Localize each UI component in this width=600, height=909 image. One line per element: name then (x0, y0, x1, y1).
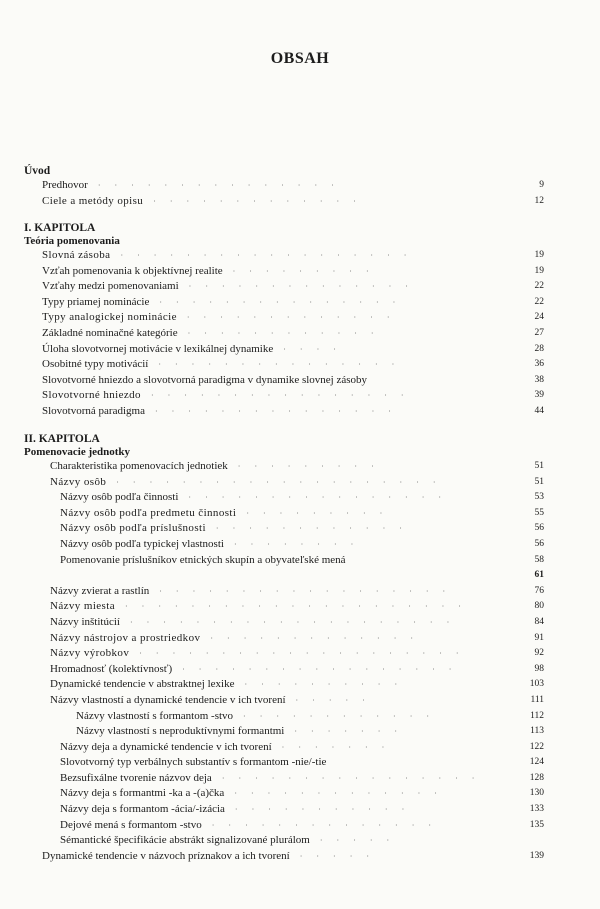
section-kapitola-2 (24, 433, 544, 864)
toc-entry: Sémantické špecifikácie abstrákt signalizované plurálom · · · · · (60, 834, 396, 847)
toc-entry: Vzťahy medzi pomenovaniami · · · · · · · · · · · · · · 22 (42, 280, 544, 293)
toc-entry: Typy analogickej nominácie · · · · · · · · · · · · · 24 (42, 311, 544, 324)
toc-entry: Pomenovanie príslušníkov etnických skupín a obyvateľské mená 58 (60, 553, 544, 566)
toc-entry: Dynamické tendencie v názvoch príznakov a ich tvorení · · · · · 139 (42, 849, 544, 862)
toc-entry: Osobitné typy motivácií · · · · · · · · · · · · · · · 36 (42, 358, 544, 371)
section-uvod (24, 165, 544, 209)
toc-entry: Dynamické tendencie v abstraktnej lexike · · · · · · · · · · 103 (50, 678, 544, 691)
toc-entry: Názvy miesta · · · · · · · · · · · · · · · · · · · · · 80 (50, 600, 544, 613)
toc-entry: Názvy zvierat a rastlín · · · · · · · · · · · · · · · · · · 76 (50, 584, 544, 597)
toc-entry: Slovná zásoba · · · · · · · · · · · · · · · · · · 19 (42, 249, 544, 261)
chapter-subheading: Teória pomenovania (24, 235, 120, 247)
toc-entry: Názvy osôb podľa typickej vlastnosti · · · · · · · · 56 (60, 537, 544, 550)
page-title: OBSAH (270, 50, 330, 67)
toc-entry: Typy priamej nominácie · · · · · · · · · · · · · · · 22 (42, 295, 544, 308)
toc-entry: Názvy osôb · · · · · · · · · · · · · · · · · · · · 51 (50, 475, 544, 488)
page-number: 9 (539, 180, 544, 190)
toc-entry: Názvy vlastností a dynamické tendencie v ich tvorení · · · · · 111 (50, 693, 544, 706)
toc-entry: Názvy deja s formantmi -ka a -(a)čka · · · · · · · · · · · · · 130 (60, 787, 544, 800)
toc-entry: Slovotvorný typ verbálnych substantív s formantom -nie/-tie 124 (60, 756, 544, 769)
chapter-heading: I. KAPITOLA (24, 222, 96, 234)
toc-entry: Názvy osôb podľa príslušnosti · · · · · · · · · · · · 56 (60, 522, 544, 535)
toc-entry: Názvy vlastností s formantom -stvo · · · · · · · · · · · · 112 (76, 709, 544, 722)
toc-entry: Predhovor · · · · · · · · · · · · · · · 9 (24, 178, 544, 194)
toc-entry: Slovotvorné hniezdo a slovotvorná paradigma v dynamike slovnej zásoby 38 (42, 373, 544, 386)
toc-entry: 61 (534, 570, 544, 581)
page-number: 12 (534, 195, 544, 206)
toc-entry: Charakteristika pomenovacích jednotiek · · · · · · · · · 51 (50, 460, 544, 472)
toc-entry: Slovotvorné hniezdo · · · · · · · · · · · · · · · · 39 (42, 389, 544, 402)
toc-entry: Názvy deja s formantom -ácia/-izácia · · · · · · · · · · · 133 (60, 803, 544, 816)
toc-entry: Názvy vlastností s neproduktívnymi formantmi · · · · · · · 113 (76, 725, 544, 738)
toc-entry: Bezsufixálne tvorenie názvov deja · · · · · · · · · · · · · · · · 128 (60, 771, 544, 784)
toc-entry: Názvy nástrojov a prostriedkov · · · · · · · · · · · · · 91 (50, 631, 544, 644)
toc-entry: Hromadnosť (kolektívnosť) · · · · · · · · · · · · · · · · · 98 (50, 662, 544, 675)
chapter-subheading: Pomenovacie jednotky (24, 446, 131, 458)
toc-entry: Úloha slovotvornej motivácie v lexikálnej dynamike · · · · 28 (42, 342, 544, 355)
section-kapitola-1 (24, 222, 544, 420)
toc-entry: Názvy výrobkov · · · · · · · · · · · · · · · · · · · · 92 (50, 647, 544, 660)
toc-entry: Vzťah pomenovania k objektívnej realite · · · · · · · · · 19 (42, 264, 544, 277)
toc-entry: Slovotvorná paradigma · · · · · · · · · · · · · · · 44 (42, 404, 544, 417)
toc-entry: Názvy deja a dynamické tendencie v ich tvorení · · · · · · · 122 (60, 740, 544, 753)
toc-entry: Názvy inštitúcií · · · · · · · · · · · · · · · · · · · · 84 (50, 615, 544, 628)
toc-entry: Názvy osôb podľa činnosti · · · · · · · · · · · · · · · · 53 (60, 491, 544, 504)
chapter-heading: II. KAPITOLA (24, 433, 100, 445)
section-heading: Úvod (24, 165, 51, 177)
toc-entry: Ciele a metódy opisu · · · · · · · · · · · · · 12 (24, 194, 544, 210)
toc-entry: Názvy osôb podľa predmetu činnosti · · · · · · · · · 55 (60, 506, 544, 519)
toc-entry: Dejové mená s formantom -stvo · · · · · · · · · · · · · · 135 (60, 818, 544, 831)
toc-entry: Základné nominačné kategórie · · · · · · · · · · · · 27 (42, 326, 544, 339)
